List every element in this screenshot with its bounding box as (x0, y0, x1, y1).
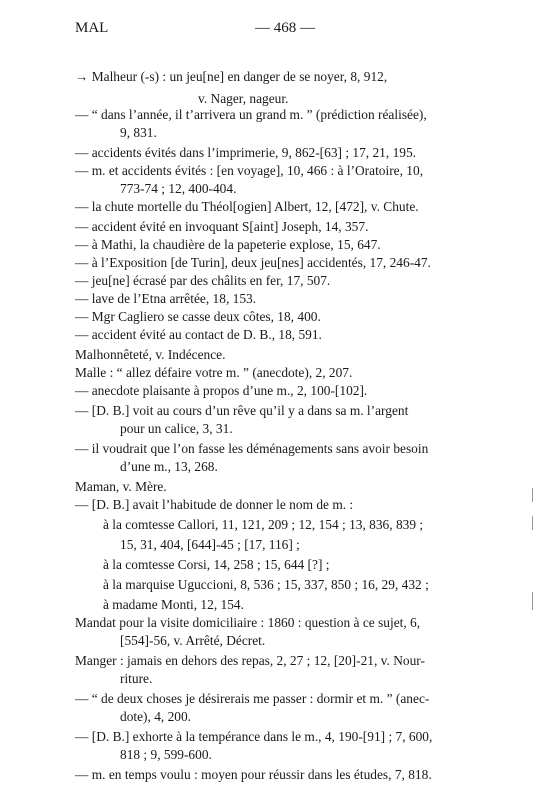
index-entry-line: — il voudrait que l’on fasse les déménagements sans avoir besoin (75, 441, 429, 456)
index-entry-line: — à Mathi, la chaudière de la papeterie explose, 15, 647. (75, 237, 381, 252)
index-entry-line: riture. (120, 671, 153, 686)
index-entry-line: 15, 31, 404, [644]-45 ; [17, 116] ; (120, 537, 300, 552)
index-entry-line: à la comtesse Callori, 11, 121, 209 ; 12, 154 ; 13, 836, 839 ; (103, 517, 424, 532)
index-entry-line: à madame Monti, 12, 154. (103, 597, 244, 612)
index-entry-line: [554]-56, v. Arrêté, Décret. (120, 633, 266, 648)
index-entry-line: — [D. B.] exhorte à la tempérance dans le m., 4, 190-[91] ; 7, 600, (75, 729, 433, 744)
index-entry-line: — la chute mortelle du Théol[ogien] Albert, 12, [472], v. Chute. (75, 199, 419, 214)
index-entry-line: — accident évité au contact de D. B., 18, 591. (75, 327, 322, 342)
index-entry-line: — [D. B.] voit au cours d’un rêve qu’il y a dans sa m. l’argent (75, 403, 409, 418)
index-entry-line: — m. et accidents évités : [en voyage], 10, 466 : à l’Oratoire, 10, (75, 163, 424, 178)
index-entry-line: — jeu[ne] écrasé par des châlits en fer, 17, 507. (75, 273, 331, 288)
index-entry-line: — “ de deux choses je désirerais me passer : dormir et m. ” (anec- (75, 691, 430, 706)
index-entry-line: — lave de l’Etna arrêtée, 18, 153. (75, 291, 257, 306)
page-number: — 468 — (255, 20, 315, 36)
index-entry-line: pour un calice, 3, 31. (120, 421, 233, 436)
index-entry-line: à la comtesse Corsi, 14, 258 ; 15, 644 [?] ; (103, 557, 330, 572)
index-entry-line: v. Nager, nageur. (198, 91, 289, 106)
index-entry-line: 818 ; 9, 599-600. (120, 747, 212, 762)
index-entry-line: d’une m., 13, 268. (120, 459, 218, 474)
scan-mark (532, 488, 533, 502)
index-entry-line: — à l’Exposition [de Turin], deux jeu[nes] accidentés, 17, 246-47. (75, 255, 431, 270)
index-entry-line: 773-74 ; 12, 400-404. (120, 181, 237, 196)
index-entry-headword-line: → Malheur (-s) : un jeu[ne] en danger de se noyer, 8, 912, (75, 69, 388, 84)
index-entry-line: — “ dans l’année, il t’arrivera un grand m. ” (prédiction réalisée), (75, 107, 427, 122)
index-entry-line: — anecdote plaisante à propos d’une m., 2, 100-[102]. (75, 383, 368, 398)
index-entry-headword-line: Malle : “ allez défaire votre m. ” (anecdote), 2, 207. (75, 365, 353, 380)
index-entry-headword-line: Malhonnêteté, v. Indécence. (75, 347, 226, 362)
index-entry-line: — accidents évités dans l’imprimerie, 9, 862-[63] ; 17, 21, 195. (75, 145, 417, 160)
index-entry-line: dote), 4, 200. (120, 709, 192, 724)
index-entry-headword-line: Mandat pour la visite domiciliaire : 1860 : question à ce sujet, 6, (75, 615, 421, 630)
index-entry-line: — [D. B.] avait l’habitude de donner le nom de m. : (75, 497, 354, 512)
index-entry-headword-line: Manger : jamais en dehors des repas, 2, 27 ; 12, [20]-21, v. Nour- (75, 653, 425, 668)
index-entry-line: — Mgr Cagliero se casse deux côtes, 18, 400. (75, 309, 321, 324)
index-entry-line: — accident évité en invoquant S[aint] Joseph, 14, 357. (75, 219, 369, 234)
scan-mark (532, 592, 533, 610)
running-headword: MAL (75, 20, 109, 36)
index-entry-headword-line: Maman, v. Mère. (75, 479, 167, 494)
index-entry-line: 9, 831. (120, 125, 157, 140)
scan-mark (532, 516, 533, 530)
index-entry-line: — m. en temps voulu : moyen pour réussir dans les études, 7, 818. (75, 767, 432, 782)
index-entry-line: à la marquise Uguccioni, 8, 536 ; 15, 337, 850 ; 16, 29, 432 ; (103, 577, 429, 592)
